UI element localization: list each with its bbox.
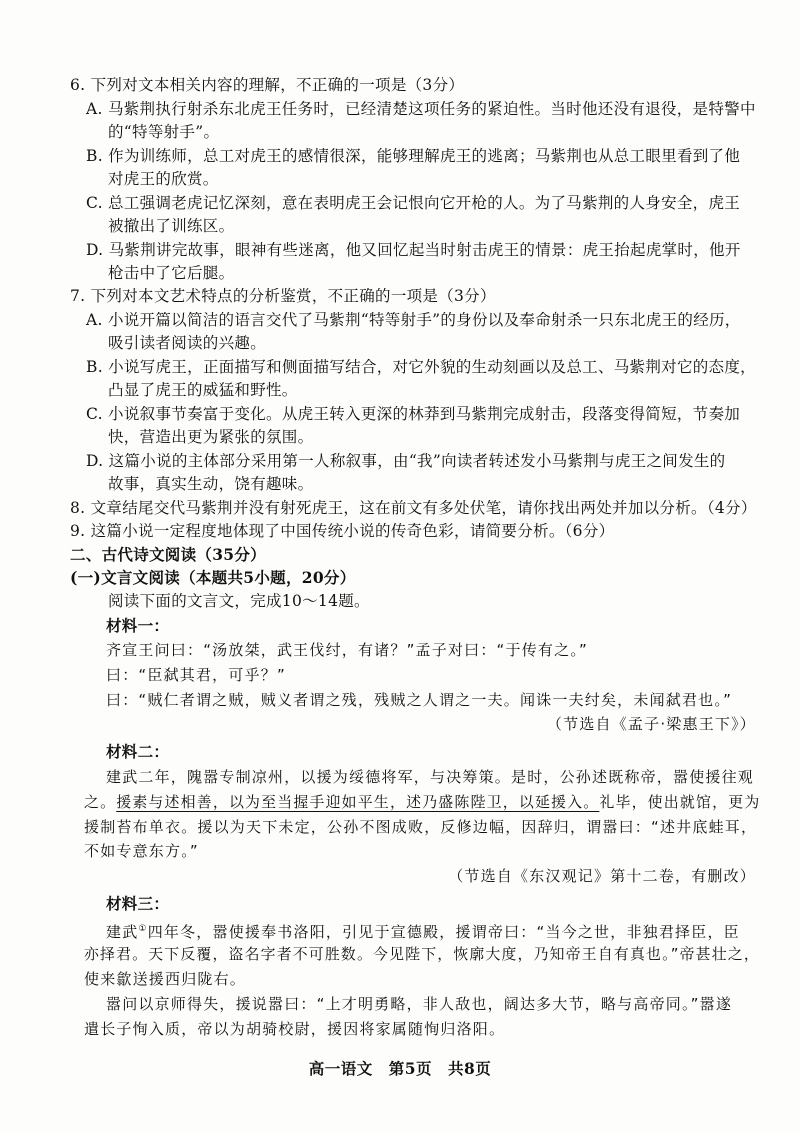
q9-stem: 9. 这篇小说一定程度地体现了中国传统小说的传奇色彩，请简要分析。（6分）	[70, 522, 615, 540]
q7-option-d-line2: 故事，真实生动，饶有趣味。	[108, 475, 314, 493]
section-title: 二、古代诗文阅读（35分）	[70, 545, 266, 564]
subsection-title: (一)文言文阅读（本题共5小题，20分）	[70, 568, 356, 587]
material1-line2: 曰：“臣弑其君，可乎？”	[106, 666, 286, 684]
material3-label: 材料三：	[106, 894, 170, 913]
material3-line3: 使来歙送援西归陇右。	[84, 970, 247, 988]
q7-option-c-line1: C. 小说叙事节奏富于变化。从虎王转入更深的林莽到马紫荆完成射击，段落变得简短，节奏加	[86, 405, 741, 423]
q7-option-a-line2: 吸引读者阅读的兴趣。	[108, 334, 267, 352]
q7-stem: 7. 下列对本文艺术特点的分析鉴赏，不正确的一项是（3分）	[70, 287, 496, 305]
material2-label: 材料二：	[106, 742, 170, 761]
material3-line4: 嚣问以京师得失，援说嚣曰：“上才明勇略，非人敌也，阔达多大节，略与高帝同。”嚣遂	[106, 995, 733, 1013]
page-footer: 高一语文 第5页 共8页	[308, 1059, 492, 1078]
material3-line2: 亦择君。天下反覆，盗名字者不可胜数。今见陛下，恢廓大度，乃知帝王自有真也。”帝甚壮之，	[84, 945, 760, 963]
footnote-marker: ①	[138, 924, 148, 934]
q7-option-b-line1: B. 小说写虎王，正面描写和侧面描写结合，对它外貌的生动刻画以及总工、马紫荆对它的态度，	[86, 358, 756, 376]
material3-line5: 遣长子恂入质，帝以为胡骑校尉，援因将家属随恂归洛阳。	[84, 1020, 506, 1038]
q6-option-d-line1: D. 马紫荆讲完故事，眼神有些迷离，他又回忆起当时射击虎王的情景：虎王抬起虎掌时，他开	[86, 241, 741, 259]
q7-option-a-line1: A. 小说开篇以简洁的语言交代了马紫荆“特等射手”的身份以及奉命射杀一只东北虎王的经历，	[86, 311, 741, 329]
q7-option-c-line2: 快，营造出更为紧张的氛围。	[108, 428, 314, 446]
q6-option-a-line2: 的“特等射手”。	[108, 123, 220, 141]
material2-source: （节选自《东汉观记》第十二卷，有删改）	[448, 867, 756, 885]
material2-line2-end: 礼毕，使出就馆，更为	[599, 793, 761, 811]
q6-option-c-line2: 被撤出了训练区。	[108, 217, 235, 235]
q8-stem: 8. 文章结尾交代马紫荆并没有射死虎王，这在前文有多处伏笔，请你找出两处并加以分析。（4分）	[70, 499, 757, 517]
material3-line1-start: 建武	[106, 923, 139, 941]
q6-option-c-line1: C. 总工强调老虎记忆深刻，意在表明虎王会记恨向它开枪的人。为了马紫荆的人身安全，虎王	[86, 194, 741, 212]
q6-option-b-line1: B. 作为训练师，总工对虎王的感情很深，能够理解虎王的逃离；马紫荆也从总工眼里看到了他	[86, 147, 741, 165]
material1-source: （节选自《孟子·梁惠王下》）	[546, 715, 756, 733]
underlined-sentence: 援素与述相善，以为至当握手迎如平生，述乃盛陈陛卫，以延援入。	[116, 793, 600, 811]
q6-stem: 6. 下列对文本相关内容的理解，不正确的一项是（3分）	[70, 76, 465, 94]
material2-line4: 不如专意东方。”	[84, 842, 199, 860]
q7-option-d-line1: D. 这篇小说的主体部分采用第一人称叙事，由“我”向读者转述发小马紫荆与虎王之间发生的	[86, 452, 726, 470]
q7-option-b-line2: 凸显了虎王的威猛和野性。	[108, 381, 298, 399]
material1-line3: 曰：“贼仁者谓之贼，贼义者谓之残，残贼之人谓之一夫。闻诛一夫纣矣，未闻弑君也。”	[106, 691, 733, 709]
material2-line3: 援制苔布单衣。援以为天下未定，公孙不图成败，反修边幅，因辞归，谓嚣曰：“述井底蛙耳，	[84, 818, 758, 836]
material2-line2-start: 之。	[84, 793, 117, 811]
q6-option-b-line2: 对虎王的欣赏。	[108, 170, 219, 188]
material1-label: 材料一：	[106, 616, 170, 635]
material1-line1: 齐宣王问曰：“汤放桀，武王伐纣，有诸？”孟子对曰：“于传有之。”	[106, 641, 588, 659]
material2-line1: 建武二年，隗嚣专制凉州，以援为绥德将军，与决筹策。是时，公孙述既称帝，嚣使援往观	[106, 768, 755, 786]
reading-instruction: 阅读下面的文言文，完成10～14题。	[108, 592, 370, 610]
material2-line2	[84, 791, 760, 813]
material3-line1-rest: 四年冬，嚣使援奉书洛阳，引见于宣德殿，援谓帝曰：“当今之世，非独君择臣，臣	[147, 923, 740, 941]
q6-option-a-line1: A. 马紫荆执行射杀东北虎王任务时，已经清楚这项任务的紧迫性。当时他还没有退役，是特警中	[86, 100, 756, 118]
q6-option-d-line2: 枪击中了它后腿。	[108, 264, 235, 282]
material3-line1	[106, 918, 740, 943]
